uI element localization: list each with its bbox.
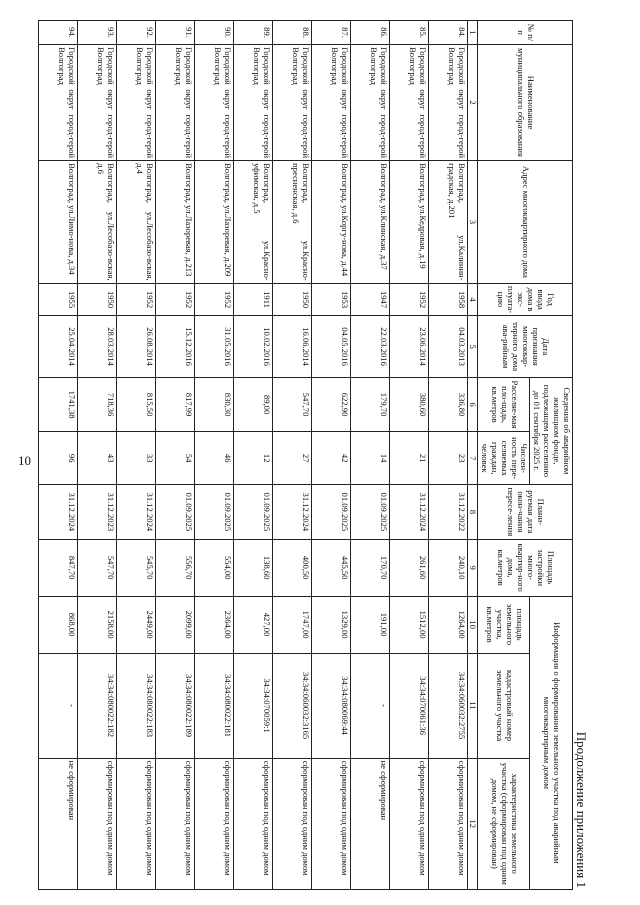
land-status-cell: сформирован под одним домом <box>116 758 155 889</box>
year-cell: 1952 <box>155 283 194 316</box>
header-col10: площадь земельного участка, кв.метров <box>478 596 530 653</box>
row-number-cell: 86. <box>350 21 389 45</box>
cadastral-number-cell: - <box>350 653 389 758</box>
cadastral-number-cell: 34:34:080022:189 <box>155 653 194 758</box>
land-area-cell: 2099,00 <box>155 596 194 653</box>
land-status-cell: сформирован под одним домом <box>272 758 311 889</box>
row-number-cell: 90. <box>194 21 233 45</box>
row-number-cell: 92. <box>116 21 155 45</box>
page-number: 10 <box>18 453 31 468</box>
column-number: 5 <box>467 316 477 377</box>
year-cell: 1950 <box>272 283 311 316</box>
planned-date-cell: 31.12.2022 <box>428 485 467 540</box>
cadastral-number-cell: 34:34:080022:183 <box>116 653 155 758</box>
header-col12: характеристика земельного участка (сформирован под одним домом, не сформирован) <box>478 758 530 889</box>
resettled-area-cell: 1741,38 <box>38 377 77 432</box>
row-number-cell: 84. <box>428 21 467 45</box>
address-cell: Волгоград, ул.Красно-пресненская, д.6 <box>272 161 311 284</box>
land-status-cell: не сформирован <box>350 758 389 889</box>
recognition-date-cell: 22.03.2016 <box>350 316 389 377</box>
land-area-cell: 2449,00 <box>116 596 155 653</box>
planned-date-cell: 01.09.2025 <box>233 485 272 540</box>
building-area-cell: 138,60 <box>233 539 272 596</box>
resettled-area-cell: 830,30 <box>194 377 233 432</box>
recognition-date-cell: 04.03.2013 <box>428 316 467 377</box>
header-col8: Плани-руемая дата окон-чания пересе-ления <box>478 485 573 540</box>
column-number: 2 <box>467 45 477 161</box>
cadastral-number-cell: 34:34:060032:3165 <box>272 653 311 758</box>
address-cell: Волгоград, ул.Лимо-нова, д.34 <box>38 161 77 284</box>
recognition-date-cell: 23.06.2014 <box>389 316 428 377</box>
cadastral-number-cell: 34:34:060032:2755 <box>428 653 467 758</box>
residents-count-cell: 46 <box>194 432 233 485</box>
column-number: 7 <box>467 432 477 485</box>
column-number: 11 <box>467 653 477 758</box>
header-col7: Числен-ность пере-селяемых граждан, человек <box>478 432 530 485</box>
header-col2: Наименование муниципального образования <box>478 45 573 161</box>
year-cell: 1952 <box>116 283 155 316</box>
year-cell: 1955 <box>38 283 77 316</box>
address-cell: Волгоград, ул.Лазоревая, д.213 <box>155 161 194 284</box>
residents-count-cell: 12 <box>233 432 272 485</box>
land-status-cell: сформирован под одним домом <box>311 758 350 889</box>
planned-date-cell: 01.09.2025 <box>311 485 350 540</box>
land-area-cell: 1329,00 <box>311 596 350 653</box>
resettled-area-cell: 179,70 <box>350 377 389 432</box>
column-number: 9 <box>467 539 477 596</box>
resettled-area-cell: 547,70 <box>272 377 311 432</box>
building-area-cell: 445,50 <box>311 539 350 596</box>
table-row <box>77 21 116 890</box>
municipality-cell: Городской округ город-герой Волгоград <box>194 45 233 161</box>
recognition-date-cell: 16.06.2014 <box>272 316 311 377</box>
residents-count-cell: 27 <box>272 432 311 485</box>
column-number: 3 <box>467 161 477 284</box>
building-area-cell: 240,10 <box>428 539 467 596</box>
building-area-cell: 547,70 <box>77 539 116 596</box>
planned-date-cell: 01.09.2025 <box>155 485 194 540</box>
municipality-cell: Городской округ город-герой Волгоград <box>389 45 428 161</box>
resettled-area-cell: 718,36 <box>77 377 116 432</box>
building-area-cell: 400,50 <box>272 539 311 596</box>
recognition-date-cell: 10.02.2016 <box>233 316 272 377</box>
planned-date-cell: 01.09.2025 <box>194 485 233 540</box>
land-area-cell: 427,00 <box>233 596 272 653</box>
building-area-cell: 554,00 <box>194 539 233 596</box>
planned-date-cell: 01.09.2025 <box>350 485 389 540</box>
cadastral-number-cell: 34:34:070059:1 <box>233 653 272 758</box>
column-number: 1 <box>467 21 477 45</box>
resettled-area-cell: 622,90 <box>311 377 350 432</box>
cadastral-number-cell: - <box>38 653 77 758</box>
municipality-cell: Городской округ город-герой Волгоград <box>272 45 311 161</box>
municipality-cell: Городской округ город-герой Волгоград <box>233 45 272 161</box>
building-area-cell: 261,60 <box>389 539 428 596</box>
table-row <box>194 21 233 890</box>
table-body <box>38 21 467 890</box>
header-col11: кадастровый номер земельного участка <box>478 653 530 758</box>
land-area-cell: 191,00 <box>350 596 389 653</box>
header-col1: № п/п <box>478 21 573 45</box>
residents-count-cell: 14 <box>350 432 389 485</box>
municipality-cell: Городской округ город-герой Волгоград <box>350 45 389 161</box>
column-number: 12 <box>467 758 477 889</box>
year-cell: 1958 <box>428 283 467 316</box>
table-row <box>350 21 389 890</box>
address-cell: Волгоград, ул.Красно-уфимская, д.5 <box>233 161 272 284</box>
residents-count-cell: 33 <box>116 432 155 485</box>
residents-count-cell: 96 <box>38 432 77 485</box>
land-area-cell: 1264,00 <box>428 596 467 653</box>
header-group-emergency: Сведения об аварийном жилищном фонде, подлежащем расселению до 01 сентября 2025 г. <box>530 377 573 484</box>
row-number-cell: 88. <box>272 21 311 45</box>
resettled-area-cell: 336,80 <box>428 377 467 432</box>
municipality-cell: Городской округ город-герой Волгоград <box>311 45 350 161</box>
address-cell: Волгоград, ул.Калинин-градская, д.201 <box>428 161 467 284</box>
land-area-cell: 2364,00 <box>194 596 233 653</box>
column-number: 10 <box>467 596 477 653</box>
building-area-cell: 170,70 <box>350 539 389 596</box>
row-number-cell: 93. <box>77 21 116 45</box>
emergency-housing-table <box>38 20 573 890</box>
table-row <box>389 21 428 890</box>
header-row <box>530 21 573 890</box>
table-row <box>233 21 272 890</box>
column-number: 6 <box>467 377 477 432</box>
residents-count-cell: 21 <box>389 432 428 485</box>
row-number-cell: 94. <box>38 21 77 45</box>
land-status-cell: сформирован под одним домом <box>155 758 194 889</box>
recognition-date-cell: 28.03.2014 <box>77 316 116 377</box>
column-number-row <box>467 21 477 890</box>
table-row <box>155 21 194 890</box>
land-status-cell: сформирован под одним домом <box>77 758 116 889</box>
recognition-date-cell: 15.12.2016 <box>155 316 194 377</box>
planned-date-cell: 31.12.2024 <box>116 485 155 540</box>
year-cell: 1950 <box>77 283 116 316</box>
address-cell: Волгоград, ул.Лесобазо-вская, д.4 <box>116 161 155 284</box>
residents-count-cell: 54 <box>155 432 194 485</box>
municipality-cell: Городской округ город-герой Волгоград <box>428 45 467 161</box>
row-number-cell: 91. <box>155 21 194 45</box>
column-number: 8 <box>467 485 477 540</box>
rotated-page-content <box>8 20 593 890</box>
year-cell: 1952 <box>389 283 428 316</box>
resettled-area-cell: 380,60 <box>389 377 428 432</box>
recognition-date-cell: 04.05.2016 <box>311 316 350 377</box>
header-col9: Площадь застройки много-квартир-ного дома, кв.метров <box>478 539 573 596</box>
address-cell: Волгоград, ул.Коргу-нова, д.44 <box>311 161 350 284</box>
recognition-date-cell: 26.08.2014 <box>116 316 155 377</box>
header-col3: Адрес многоквартирного дома <box>478 161 573 284</box>
municipality-cell: Городской округ город-герой Волгоград <box>77 45 116 161</box>
header-col6: Расселяе-мая пло-щадь, кв.метров <box>478 377 530 432</box>
planned-date-cell: 31.12.2024 <box>389 485 428 540</box>
table-row <box>38 21 77 890</box>
recognition-date-cell: 25.04.2014 <box>38 316 77 377</box>
row-number-cell: 89. <box>233 21 272 45</box>
cadastral-number-cell: 34:34:070061:36 <box>389 653 428 758</box>
header-group-land: Информация о формировании земельного участка под аварийным многоквартирным домом <box>530 596 573 889</box>
table-row <box>272 21 311 890</box>
row-number-cell: 87. <box>311 21 350 45</box>
land-status-cell: сформирован под одним домом <box>428 758 467 889</box>
land-area-cell: 1512,00 <box>389 596 428 653</box>
residents-count-cell: 23 <box>428 432 467 485</box>
table-row <box>428 21 467 890</box>
land-status-cell: сформирован под одним домом <box>389 758 428 889</box>
land-area-cell: 1747,00 <box>272 596 311 653</box>
land-status-cell: сформирован под одним домом <box>194 758 233 889</box>
appendix-title: Продолжение приложения 1 <box>574 731 589 888</box>
resettled-area-cell: 815,50 <box>116 377 155 432</box>
building-area-cell: 556,70 <box>155 539 194 596</box>
year-cell: 1952 <box>194 283 233 316</box>
row-number-cell: 85. <box>389 21 428 45</box>
municipality-cell: Городской округ город-герой Волгоград <box>155 45 194 161</box>
land-area-cell: 868,00 <box>38 596 77 653</box>
address-cell: Волгоград, ул.Клинская, д.37 <box>350 161 389 284</box>
municipality-cell: Городской округ город-герой Волгоград <box>116 45 155 161</box>
column-number: 4 <box>467 283 477 316</box>
address-cell: Волгоград, ул.Кедровая, д.19 <box>389 161 428 284</box>
planned-date-cell: 31.12.2024 <box>272 485 311 540</box>
year-cell: 1947 <box>350 283 389 316</box>
land-status-cell: не сформирован <box>38 758 77 889</box>
header-col4: Год ввода дома в экс-плуата-цию <box>478 283 573 316</box>
cadastral-number-cell: 34:34:080069:44 <box>311 653 350 758</box>
address-cell: Волгоград, ул.Лесобазо-вская, д.6 <box>77 161 116 284</box>
resettled-area-cell: 89,00 <box>233 377 272 432</box>
year-cell: 1911 <box>233 283 272 316</box>
cadastral-number-cell: 34:34:080022:181 <box>194 653 233 758</box>
building-area-cell: 545,70 <box>116 539 155 596</box>
municipality-cell: Городской округ город-герой Волгоград <box>38 45 77 161</box>
residents-count-cell: 42 <box>311 432 350 485</box>
header-col5: Дата признания многоквар-тирного дома ава-рийным <box>478 316 573 377</box>
address-cell: Волгоград, ул.Лазоревая, д.209 <box>194 161 233 284</box>
land-area-cell: 2158,00 <box>77 596 116 653</box>
building-area-cell: 847,70 <box>38 539 77 596</box>
cadastral-number-cell: 34:34:080022:182 <box>77 653 116 758</box>
year-cell: 1953 <box>311 283 350 316</box>
recognition-date-cell: 31.05.2016 <box>194 316 233 377</box>
resettled-area-cell: 817,99 <box>155 377 194 432</box>
table-row <box>311 21 350 890</box>
planned-date-cell: 31.12.2024 <box>38 485 77 540</box>
table-row <box>116 21 155 890</box>
land-status-cell: сформирован под одним домом <box>233 758 272 889</box>
residents-count-cell: 43 <box>77 432 116 485</box>
planned-date-cell: 31.12.2023 <box>77 485 116 540</box>
